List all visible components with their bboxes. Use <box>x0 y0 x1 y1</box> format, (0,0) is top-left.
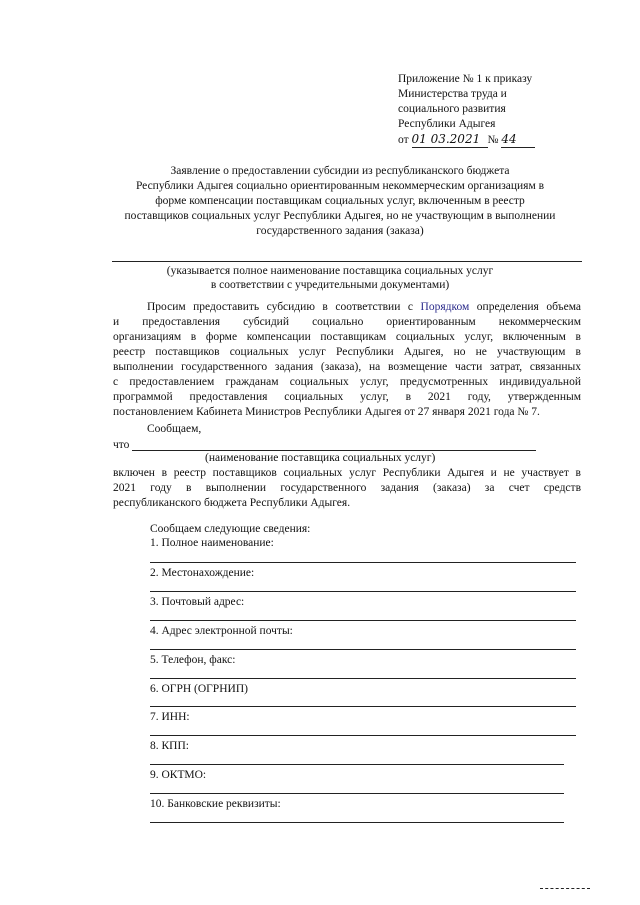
approval-line-1: Приложение № 1 к приказу <box>398 73 533 85</box>
detail-label-10: 10. Банковские реквизиты: <box>150 798 281 810</box>
detail-label-5: 5. Телефон, факс: <box>150 654 236 666</box>
request-line-7: программой предоставления социальных услуг, в 2021 году, утвержденным <box>113 391 581 403</box>
request-line-6: с предоставлением гражданам социальных услуг, предусмотренных индивидуальной <box>113 376 581 388</box>
provider-name-hint-2: (наименование поставщика социальных услуг) <box>205 452 436 464</box>
approval-from-prefix: от <box>398 134 409 146</box>
request-line-3: организациям в форме компенсации поставщикам социальных услуг, включенным в <box>113 331 581 343</box>
inform-line-2: 2021 году в выполнении государственного задания (заказа) за счет средств <box>113 482 581 494</box>
detail-label-6: 6. ОГРН (ОГРНИП) <box>150 683 248 695</box>
request-line-1-a: Просим предоставить субсидию в соответствии с <box>147 301 421 313</box>
footer-mark <box>540 888 590 889</box>
detail-blank-7[interactable] <box>150 735 576 736</box>
detail-label-7: 7. ИНН: <box>150 711 190 723</box>
detail-blank-2[interactable] <box>150 591 576 592</box>
detail-label-4: 4. Адрес электронной почты: <box>150 625 293 637</box>
title-line-4: поставщиков социальных услуг Республики Адыгея, но не участвующим в выполнении <box>124 210 556 222</box>
detail-blank-6[interactable] <box>150 706 576 707</box>
details-heading: Сообщаем следующие сведения: <box>150 523 311 535</box>
request-paragraph <box>113 300 581 420</box>
title-line-3: форме компенсации поставщикам социальных услуг, включенным в реестр <box>155 195 525 207</box>
title-line-2: Республики Адыгея социально ориентированным некоммерческим организациям в <box>135 180 545 192</box>
detail-label-1: 1. Полное наименование: <box>150 537 274 549</box>
approval-date-handwritten: 01 03.2021 <box>412 132 488 148</box>
detail-blank-4[interactable] <box>150 649 576 650</box>
approval-line-3: социального развития <box>398 103 506 115</box>
request-line-2: и предоставления субсидий социально ориентированным некоммерческим <box>113 316 581 328</box>
detail-label-9: 9. ОКТМО: <box>150 769 207 781</box>
title-line-5: государственного задания (заказа) <box>256 225 424 237</box>
inform-paragraph <box>113 466 581 511</box>
request-line-1 <box>113 300 581 315</box>
approval-number-prefix: № <box>487 134 499 146</box>
approval-date-line <box>398 132 535 148</box>
provider-name-hint <box>120 264 540 292</box>
detail-label-8: 8. КПП: <box>150 740 189 752</box>
hint-line-1: (указывается полное наименование поставщика социальных услуг <box>166 265 494 277</box>
document-title <box>100 164 580 239</box>
detail-blank-9[interactable] <box>150 793 564 794</box>
inform-line-1: включен в реестр поставщиков социальных услуг Республики Адыгея и не участвует в <box>113 467 581 479</box>
request-line-4: реестр поставщиков социальных услуг Республики Адыгея, но не участвующим в <box>113 346 581 358</box>
hint-line-2: в соответствии с учредительными документами) <box>210 279 450 291</box>
inform-line-3: республиканского бюджета Республики Адыгея. <box>113 497 351 509</box>
approval-line-2: Министерства труда и <box>398 88 507 100</box>
detail-blank-1[interactable] <box>150 562 576 563</box>
approval-block <box>398 72 535 148</box>
poryadok-link[interactable]: Порядком <box>420 301 470 313</box>
detail-label-2: 2. Местонахождение: <box>150 567 255 579</box>
approval-line-4: Республики Адыгея <box>398 118 496 130</box>
request-line-8: постановлением Кабинета Министров Республики Адыгея от 27 января 2021 года № 7. <box>113 406 540 418</box>
detail-label-3: 3. Почтовый адрес: <box>150 596 245 608</box>
inform-label: Сообщаем, <box>147 423 202 435</box>
inform-that: что <box>113 439 130 451</box>
detail-blank-5[interactable] <box>150 678 576 679</box>
title-line-1: Заявление о предоставлении субсидии из республиканского бюджета <box>170 165 510 177</box>
request-line-1-b: определения объема <box>469 301 581 313</box>
approval-number-handwritten: 44 <box>501 132 535 148</box>
detail-blank-3[interactable] <box>150 620 576 621</box>
request-line-5: выполнении государственного задания (заказа), на возмещение части затрат, связанных <box>113 361 581 373</box>
detail-blank-8[interactable] <box>150 764 564 765</box>
detail-blank-10[interactable] <box>150 822 564 823</box>
provider-name-blank[interactable] <box>112 261 582 262</box>
